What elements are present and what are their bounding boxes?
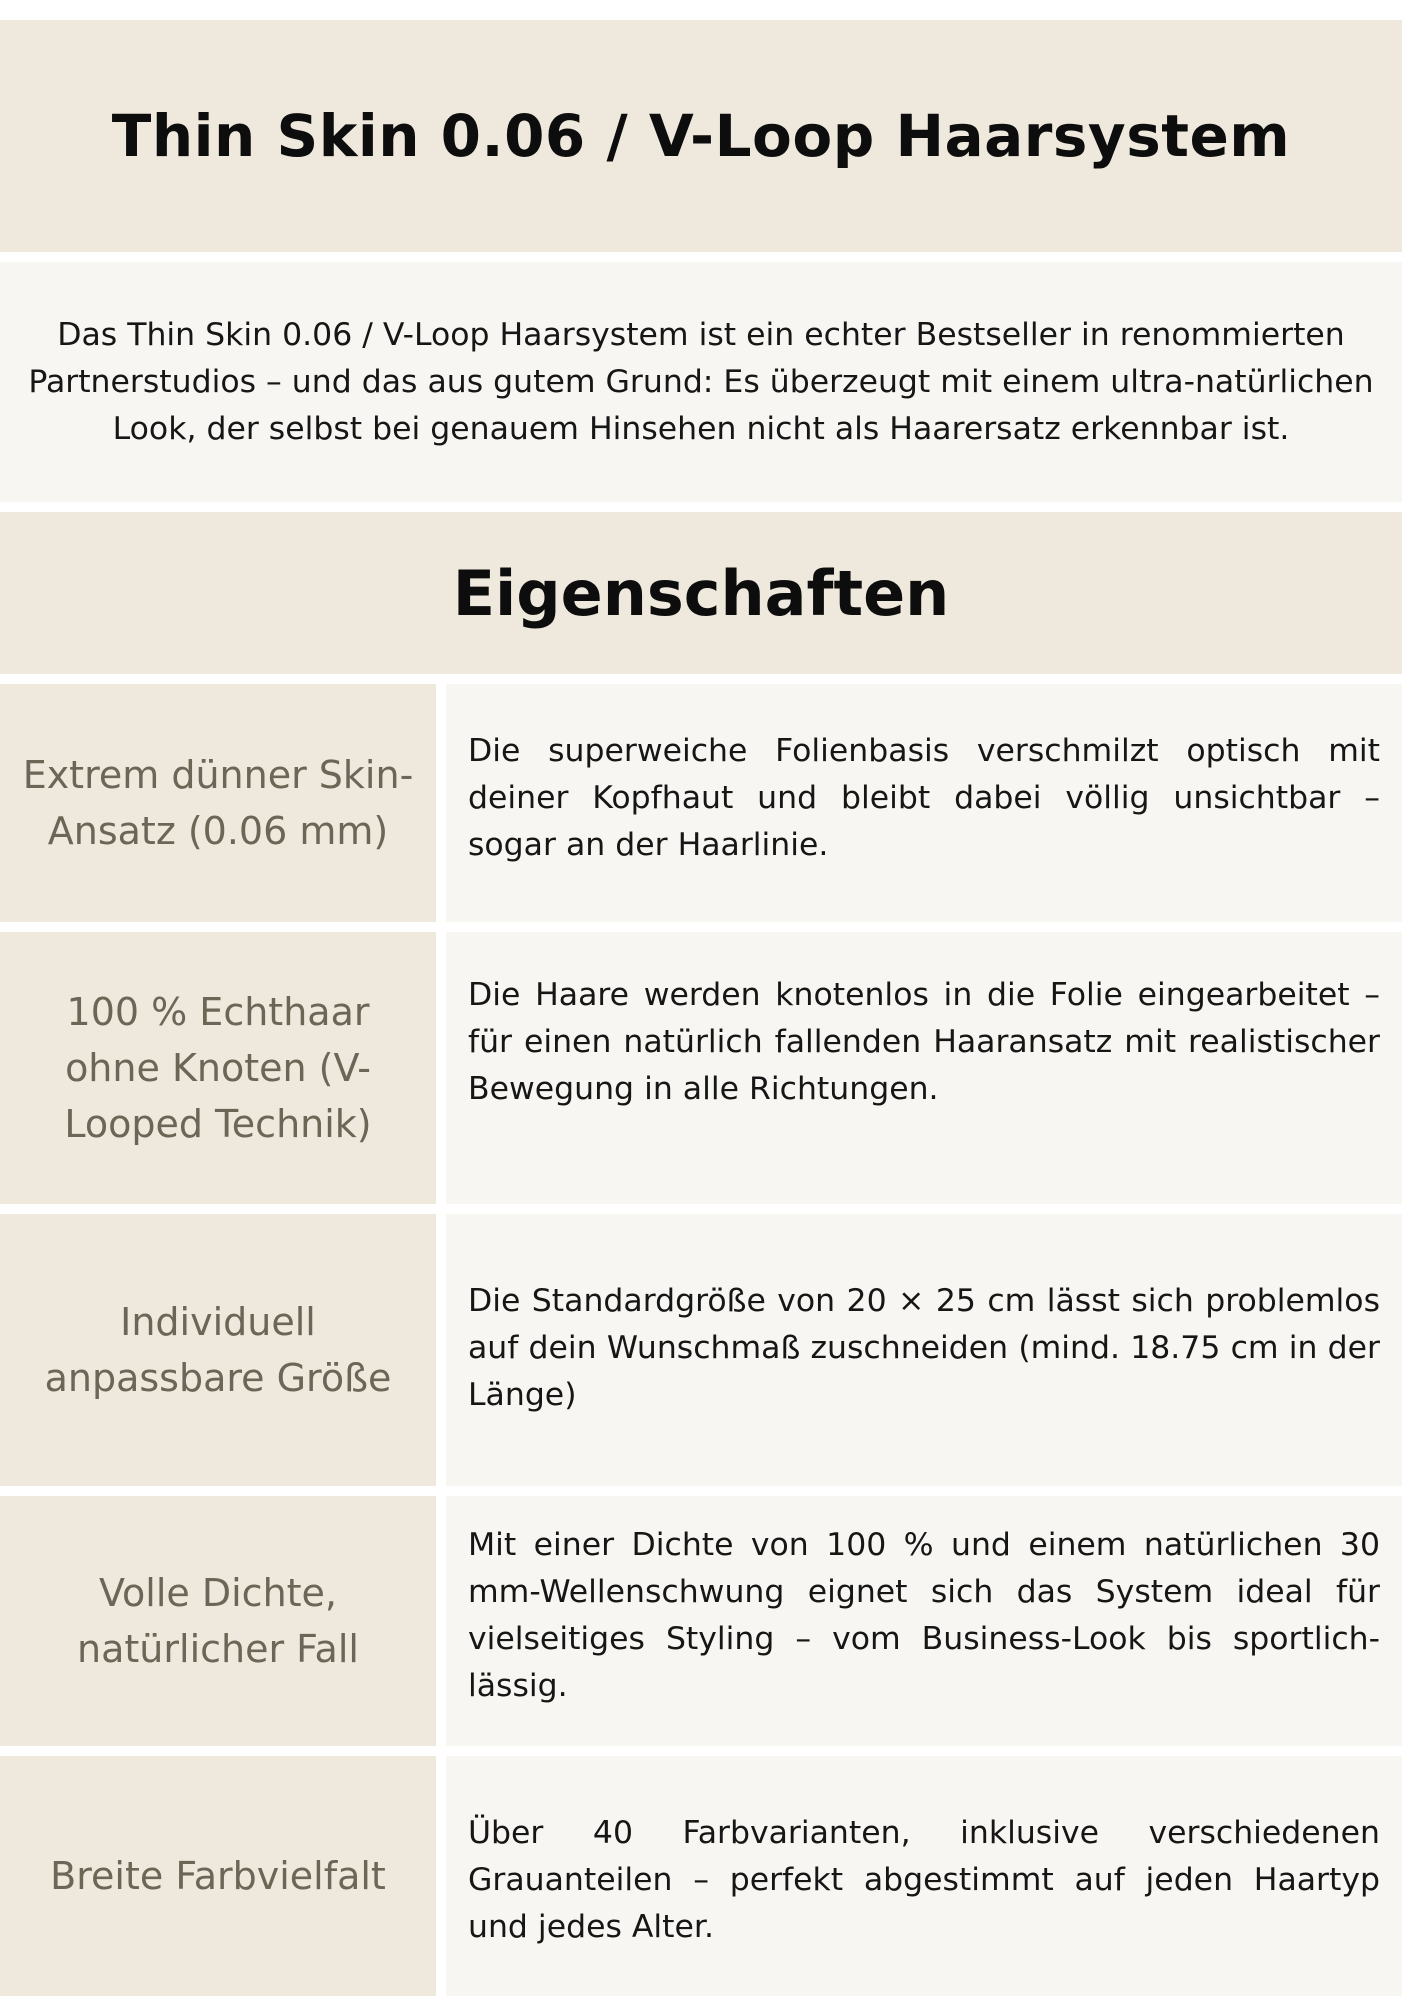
property-row — [0, 684, 1402, 922]
property-label: Breite Farbvielfalt — [0, 1756, 436, 1996]
property-row — [0, 1496, 1402, 1746]
intro-panel — [0, 262, 1402, 502]
property-description: Die Haare werden knotenlos in die Folie eingearbeitet – für einen natürlich fallenden Haaransatz mit realistischer Bewegung in alle Richtungen. — [446, 932, 1402, 1204]
product-sheet — [0, 20, 1402, 2006]
section-banner — [0, 512, 1402, 674]
property-row — [0, 1214, 1402, 1486]
property-description: Über 40 Farbvarianten, inklusive verschiedenen Grauanteilen – perfekt abgestimmt auf jeden Haartyp und jedes Alter. — [446, 1756, 1402, 1996]
section-title: Eigenschaften — [452, 556, 950, 630]
property-label: Extrem dünner Skin-Ansatz (0.06 mm) — [0, 684, 436, 922]
page-title: Thin Skin 0.06 / V-Loop Haarsystem — [111, 102, 1291, 170]
property-description: Die superweiche Folienbasis verschmilzt optisch mit deiner Kopfhaut und bleibt dabei völlig unsichtbar – sogar an der Haarlinie. — [446, 684, 1402, 922]
property-description: Mit einer Dichte von 100 % und einem natürlichen 30 mm-Wellenschwung eignet sich das System ideal für vielseitiges Styling – vom Business-Look bis sportlich-lässig. — [446, 1496, 1402, 1746]
property-description: Die Standardgröße von 20 × 25 cm lässt sich problemlos auf dein Wunschmaß zuschneiden (mind. 18.75 cm in der Länge) — [446, 1214, 1402, 1486]
property-label: 100 % Echthaar ohne Knoten (V-Looped Technik) — [0, 932, 436, 1204]
title-banner — [0, 20, 1402, 252]
property-label: Individuell anpassbare Größe — [0, 1214, 436, 1486]
properties-table — [0, 684, 1402, 1996]
intro-text: Das Thin Skin 0.06 / V-Loop Haarsystem ist ein echter Bestseller in renommierten Partnerstudios – und das aus gutem Grund: Es überzeugt mit einem ultra-natürlichen Look, der selbst bei genauem Hinsehen nicht als Haarersatz erkennbar ist. — [28, 316, 1374, 447]
property-row — [0, 932, 1402, 1204]
property-row — [0, 1756, 1402, 1996]
property-label: Volle Dichte, natürlicher Fall — [0, 1496, 436, 1746]
